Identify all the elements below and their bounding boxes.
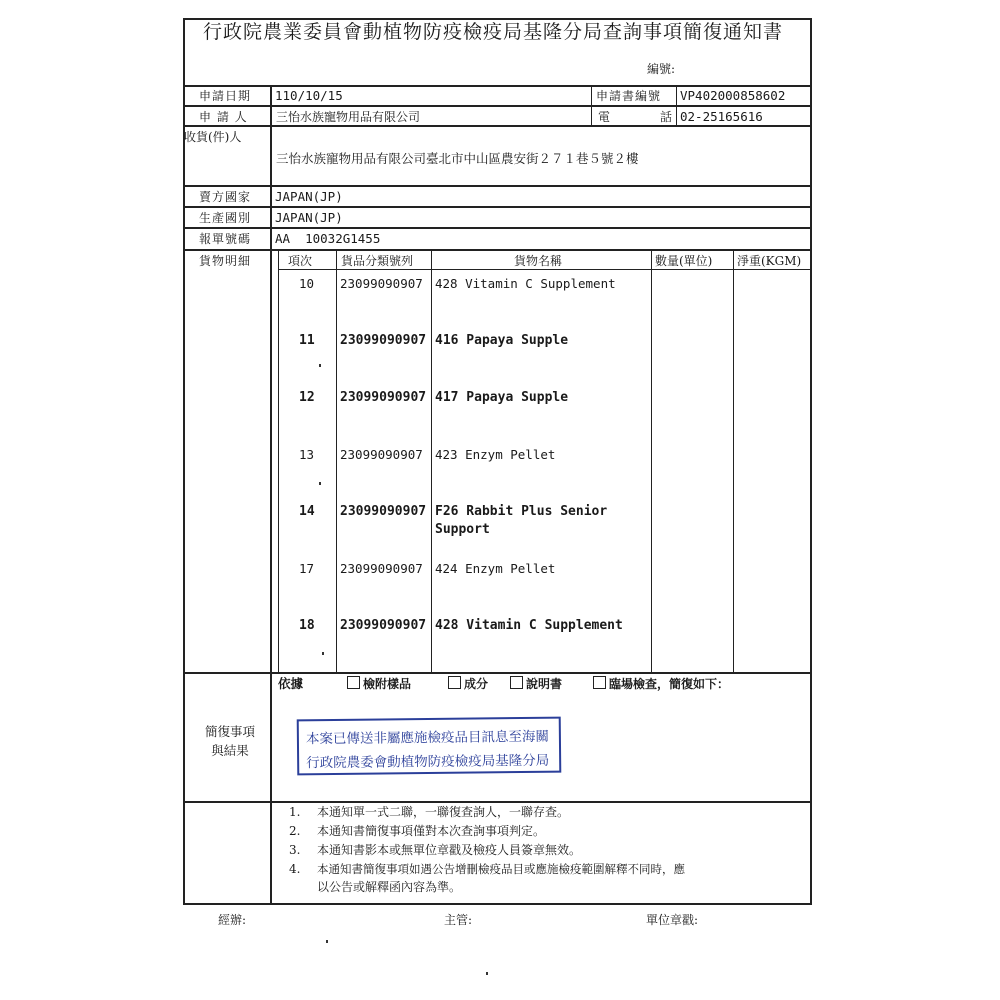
- basis-option-label: 成分: [464, 677, 489, 691]
- basis-option-label: 說明書: [526, 677, 563, 691]
- note-1-text: 本通知單一式二聯，一聯復查詢人，一聯存查。: [317, 805, 570, 819]
- goods-name: 416 Papaya Supple: [435, 333, 569, 348]
- frame-right: [810, 18, 812, 904]
- label-applicant: 申 請 人: [199, 110, 248, 124]
- basis-suffix: ，簡復如下：: [657, 677, 730, 691]
- basis-option-label: 檢附樣品: [363, 677, 412, 691]
- rule: [183, 206, 811, 208]
- frame-top: [183, 18, 811, 20]
- goods-name: 428 Vitamin C Supplement: [435, 276, 616, 291]
- label-declaration-no: 報單號碼: [199, 232, 252, 246]
- rule: [183, 105, 811, 107]
- note-2-num: 2.: [289, 824, 301, 838]
- goods-item: 13: [299, 447, 315, 462]
- value-seller-country: JAPAN(JP): [275, 189, 343, 204]
- goods-name: 423 Enzym Pellet: [435, 447, 556, 462]
- label-phone-left: 電: [598, 110, 611, 124]
- goods-item: 17: [299, 561, 315, 576]
- rule: [183, 227, 811, 229]
- goods-left-divider: [278, 249, 279, 672]
- basis-option-manual: [510, 676, 562, 692]
- checkbox-icon: [510, 676, 523, 689]
- goods-header-name: 貨物名稱: [514, 254, 563, 268]
- goods-name: 417 Papaya Supple: [435, 390, 569, 405]
- rule: [183, 125, 811, 127]
- goods-item: 11: [299, 333, 315, 348]
- goods-code: 23099090907: [340, 504, 427, 519]
- rule: [591, 85, 592, 126]
- goods-name-cont: Support: [435, 522, 490, 537]
- goods-item: 18: [299, 618, 315, 633]
- note-2-text: 本通知書簡復事項僅對本次查詢事項判定。: [317, 824, 546, 838]
- checkbox-icon: [593, 676, 606, 689]
- value-applicant: 三怡水族寵物用品有限公司: [276, 110, 421, 124]
- goods-item: 14: [299, 504, 315, 519]
- goods-code: 23099090907: [340, 333, 427, 348]
- value-declaration-no: AA 10032G1455: [275, 231, 381, 246]
- goods-code: 23099090907: [340, 390, 427, 405]
- rule: [431, 249, 432, 672]
- goods-code: 23099090907: [340, 618, 427, 633]
- document-title: 行政院農業委員會動植物防疫檢疫局基隆分局查詢事項簡復通知書: [203, 21, 784, 43]
- goods-header-code: 貨品分類號列: [341, 254, 414, 268]
- label-app-no: 申請書編號: [596, 89, 662, 103]
- label-apply-date: 申請日期: [199, 89, 252, 103]
- scan-speck: [322, 652, 324, 655]
- basis-label: 依據: [278, 676, 304, 691]
- stamp-line-1: 本案已傳送非屬應施檢疫品目訊息至海關: [305, 728, 549, 748]
- goods-code: 23099090907: [340, 561, 423, 576]
- scan-speck: [319, 482, 321, 485]
- label-phone-right: 話: [660, 110, 673, 124]
- scan-speck: [326, 940, 328, 943]
- note-4-num: 4.: [289, 862, 301, 876]
- rule: [183, 185, 811, 187]
- goods-header-weight: 淨重(KGM): [737, 254, 802, 268]
- rule: [651, 249, 652, 672]
- label-seller-country: 賣方國家: [199, 190, 252, 204]
- rule: [183, 801, 811, 803]
- scan-speck: [319, 364, 321, 367]
- goods-name: F26 Rabbit Plus Senior: [435, 504, 608, 519]
- scan-speck: [486, 972, 488, 975]
- goods-item: 10: [299, 276, 315, 291]
- basis-option-sample: [347, 676, 411, 692]
- goods-header-item: 項次: [288, 254, 313, 268]
- rule: [278, 269, 811, 270]
- note-3-text: 本通知書影本或無單位章戳及檢疫人員簽章無效。: [317, 843, 582, 857]
- rule: [733, 249, 734, 672]
- goods-code: 23099090907: [340, 276, 423, 291]
- checkbox-icon: [448, 676, 461, 689]
- goods-name: 428 Vitamin C Supplement: [435, 618, 623, 633]
- value-apply-date: 110/10/15: [275, 88, 343, 103]
- label-divider: [270, 85, 272, 903]
- note-4-text: 本通知書簡復事項如遇公告增刪檢疫品目或應施檢疫範圍解釋不同時，應: [317, 862, 685, 876]
- value-phone: 02-25165616: [680, 109, 763, 124]
- goods-code: 23099090907: [340, 447, 423, 462]
- note-4-text-cont: 以公告或解釋函內容為準。: [317, 880, 462, 894]
- label-goods-detail: 貨物明細: [199, 254, 252, 268]
- label-result-line1: 簡復事項: [204, 724, 255, 739]
- rule: [676, 85, 677, 126]
- footer-seal: 單位章戳:: [646, 913, 699, 927]
- label-consignee: 收貨(件)人: [184, 130, 242, 144]
- note-3-num: 3.: [289, 843, 301, 857]
- basis-option-onsite: [593, 676, 729, 692]
- rule: [183, 85, 811, 87]
- basis-option-label: 臨場檢查: [609, 677, 658, 691]
- value-app-no: VP402000858602: [680, 88, 786, 103]
- basis-option-ingredient: [448, 676, 488, 692]
- value-consignee: 三怡水族寵物用品有限公司臺北市中山區農安街２７１巷５號２樓: [276, 151, 639, 166]
- footer-handler: 經辦:: [218, 913, 247, 927]
- footer-supervisor: 主管:: [444, 913, 473, 927]
- official-stamp: [297, 717, 562, 776]
- stamp-line-2: 行政院農委會動植物防疫檢疫局基隆分局: [306, 752, 550, 772]
- frame-bottom: [183, 903, 812, 905]
- label-result: [200, 722, 260, 760]
- rule: [336, 249, 337, 672]
- goods-name: 424 Enzym Pellet: [435, 561, 556, 576]
- value-origin-country: JAPAN(JP): [275, 210, 343, 225]
- frame-left: [183, 18, 185, 904]
- serial-label: 編號:: [647, 62, 676, 76]
- note-1-num: 1.: [289, 805, 301, 819]
- label-result-line2: 與結果: [211, 743, 249, 758]
- checkbox-icon: [347, 676, 360, 689]
- label-origin-country: 生產國別: [199, 211, 252, 225]
- rule: [183, 672, 811, 674]
- goods-item: 12: [299, 390, 315, 405]
- goods-header-qty: 數量(單位): [655, 254, 713, 268]
